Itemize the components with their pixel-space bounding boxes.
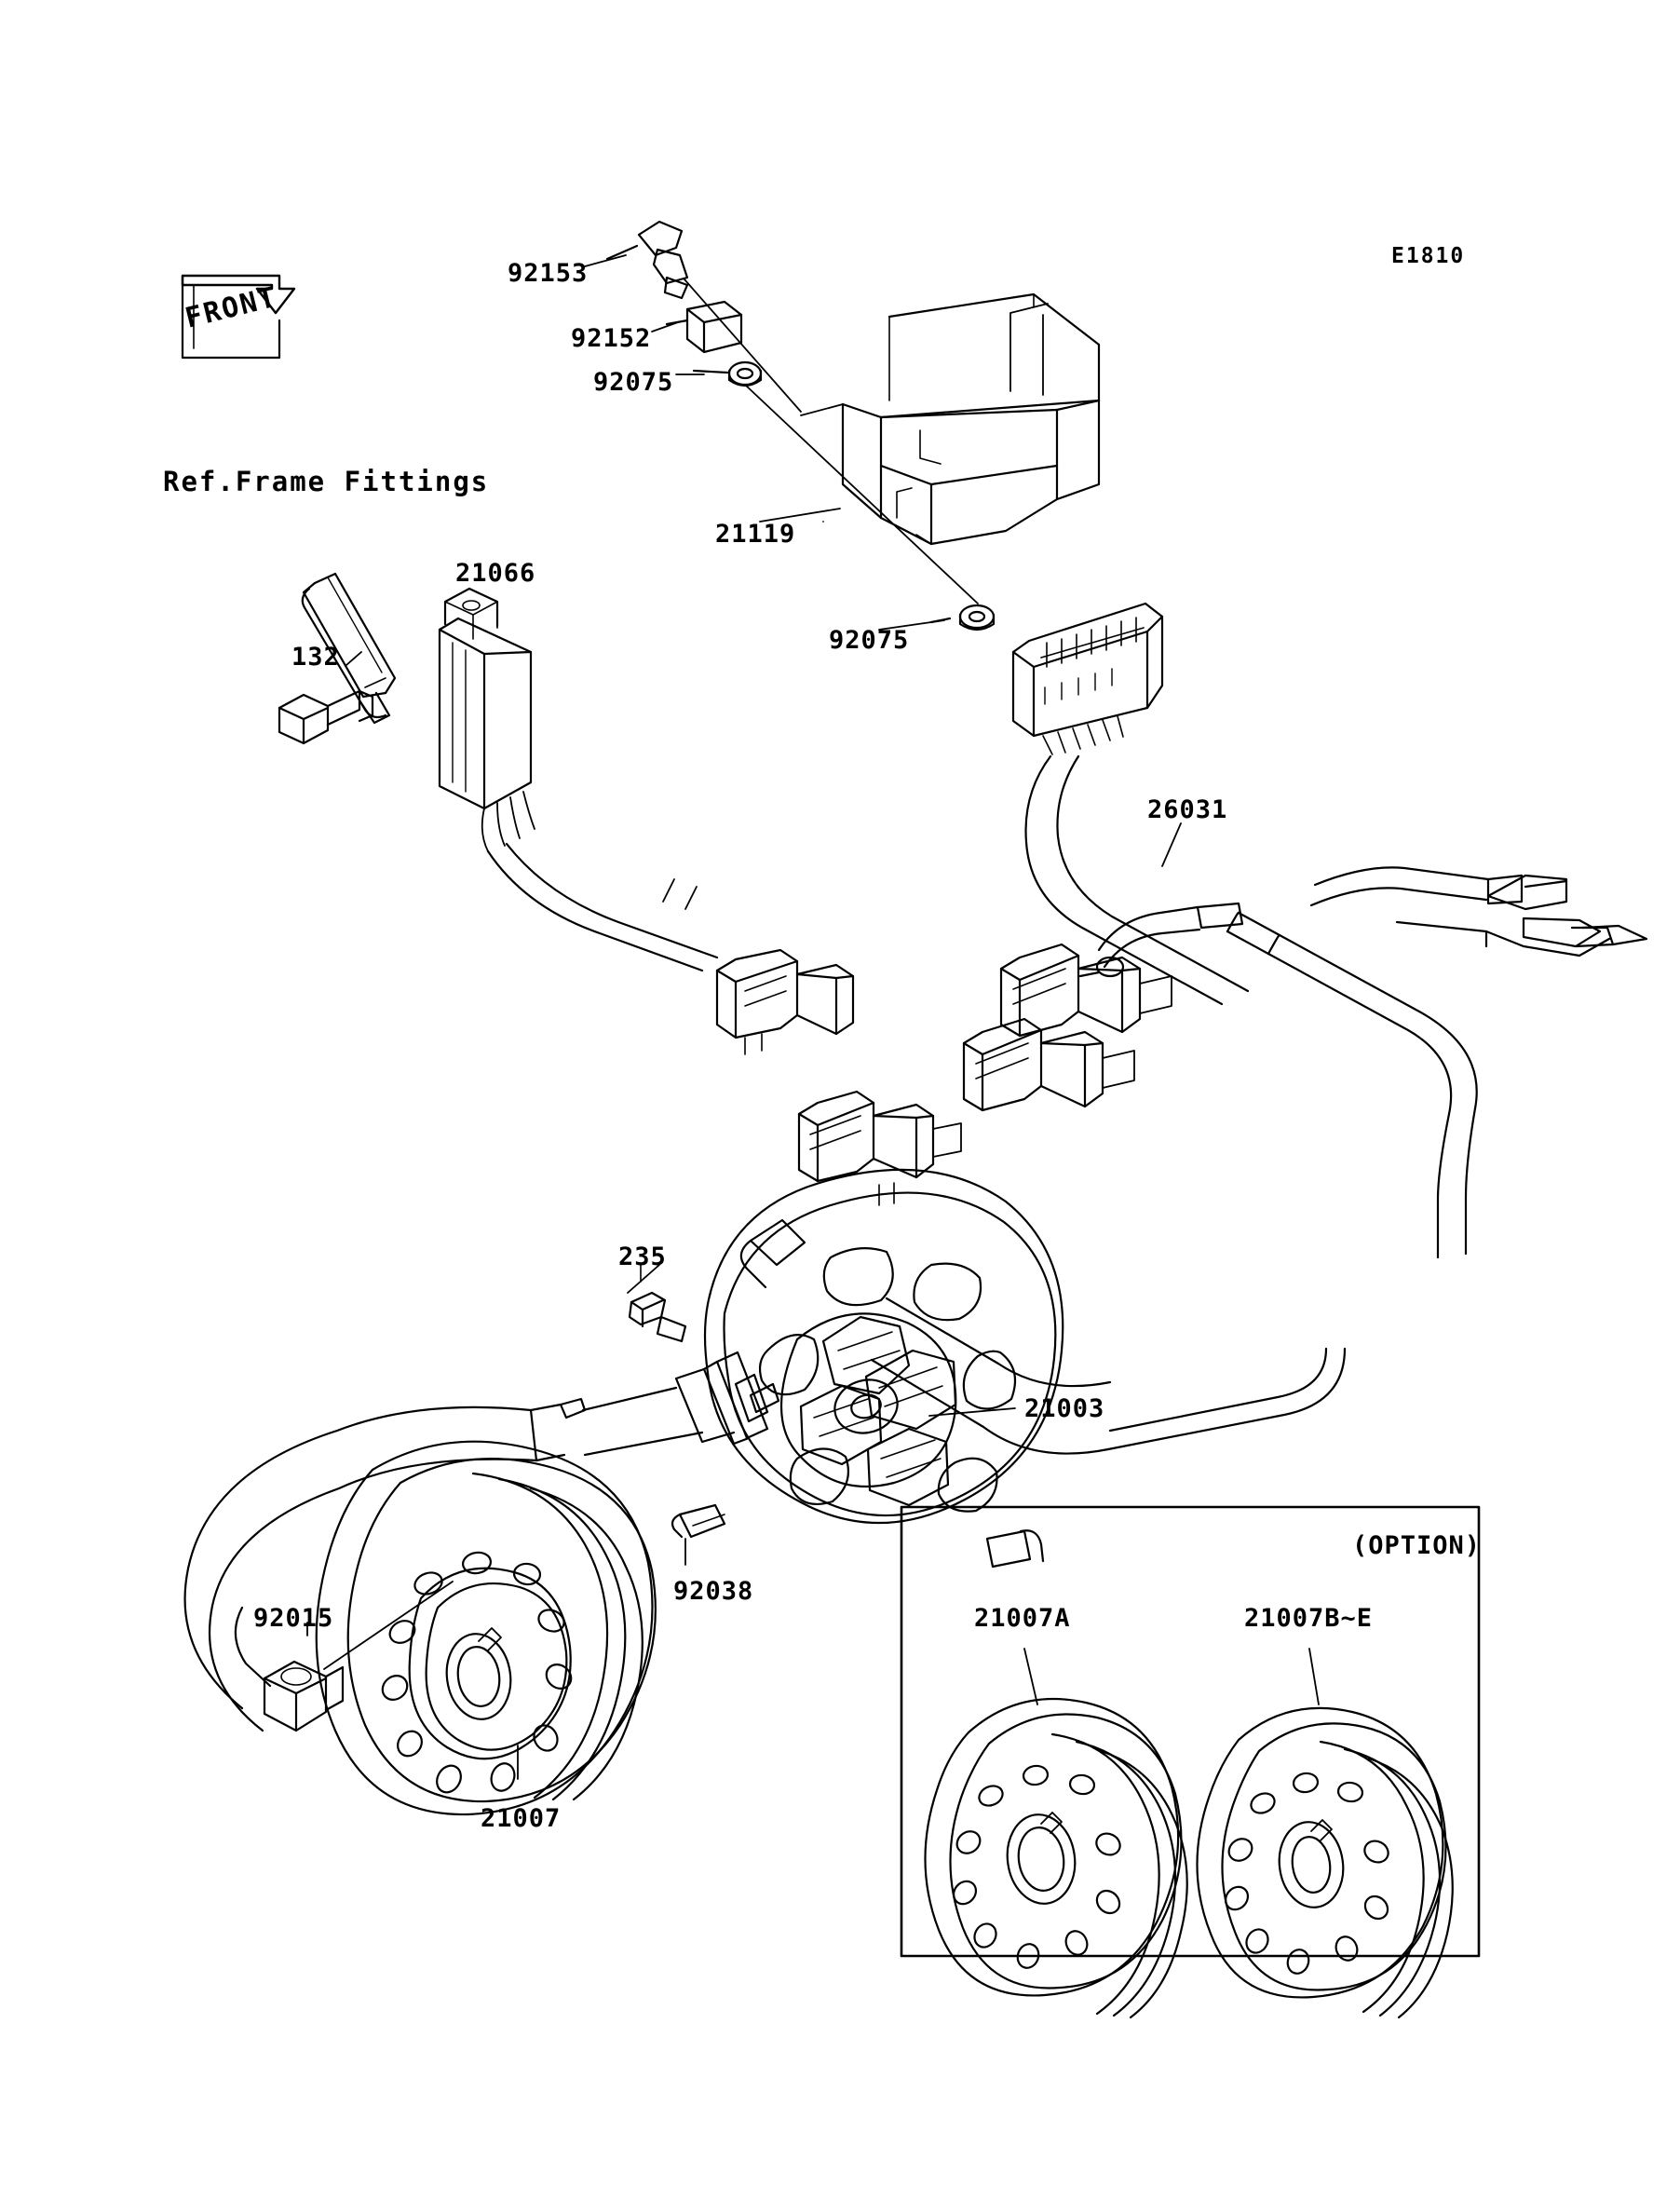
option-box-title: (OPTION) xyxy=(1352,1531,1482,1560)
callout-92153: 92153 xyxy=(508,259,589,288)
callout-21007BE: 21007B~E xyxy=(1244,1604,1374,1633)
part-21119-igniter xyxy=(801,294,1099,544)
part-26031-harness xyxy=(872,756,1646,1454)
callout-26031: 26031 xyxy=(1147,795,1228,824)
part-21066-regulator xyxy=(440,589,853,1054)
callout-92075-mid: 92075 xyxy=(829,626,910,655)
callout-92075-top: 92075 xyxy=(593,368,674,397)
callout-21003: 21003 xyxy=(1024,1394,1105,1423)
part-21007BE-rotor xyxy=(1197,1708,1452,2017)
sheet-code: E1810 xyxy=(1391,244,1466,268)
reference-note: Ref.Frame Fittings xyxy=(163,466,490,497)
part-connector-pair-a xyxy=(1001,944,1172,1036)
callout-92038: 92038 xyxy=(673,1577,754,1606)
callout-21007: 21007 xyxy=(481,1804,562,1833)
part-21007A-rotor xyxy=(925,1699,1186,2017)
part-26031-connector-main xyxy=(1013,604,1162,754)
part-92038-key xyxy=(672,1505,725,1537)
part-connector-pair-b xyxy=(964,1019,1134,1110)
callout-92152: 92152 xyxy=(571,324,652,353)
front-text: FRONT xyxy=(182,280,281,335)
part-connector-pair-c xyxy=(799,1092,961,1205)
callout-21007A: 21007A xyxy=(974,1604,1071,1633)
part-21007-rotor xyxy=(317,1442,656,1814)
callout-92015: 92015 xyxy=(253,1604,334,1633)
callout-132: 132 xyxy=(291,643,340,672)
option-box xyxy=(901,1507,1482,1956)
callout-21119: 21119 xyxy=(715,520,796,549)
callout-235: 235 xyxy=(618,1243,667,1271)
callout-21066: 21066 xyxy=(455,559,536,588)
part-92075-damper-mid xyxy=(931,605,994,630)
part-235-screw xyxy=(630,1263,685,1341)
part-92152-collar xyxy=(667,302,741,352)
part-92153-bolt xyxy=(607,222,687,298)
